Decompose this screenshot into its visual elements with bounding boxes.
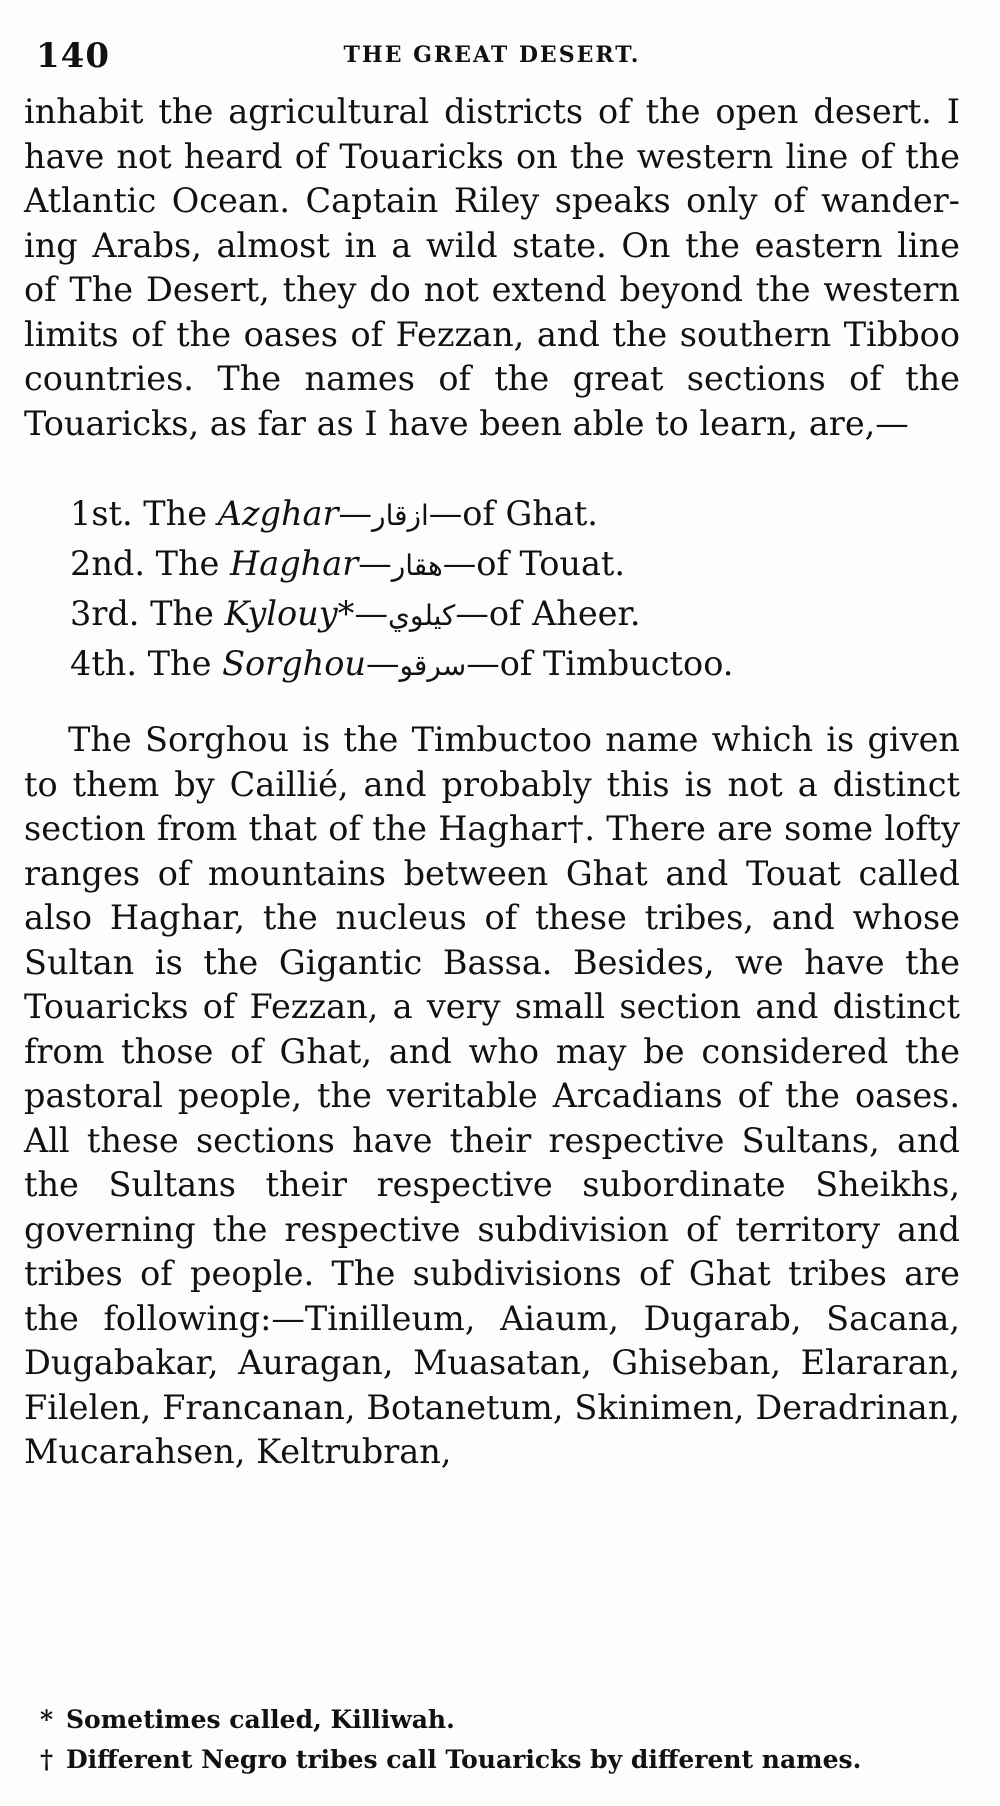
footnotes [40, 1700, 960, 1780]
section-location: of Ghat. [462, 494, 598, 533]
section-dash: — [365, 644, 400, 683]
section-article: The [147, 644, 212, 683]
footnote-mark: * [40, 1705, 54, 1734]
section-article: The [155, 544, 220, 583]
section-article: The [150, 594, 214, 633]
footnote-text: Different Negro tribes call Touaricks by different names. [66, 1745, 862, 1774]
list-item [70, 590, 960, 640]
section-arabic-name: هقار [391, 549, 443, 582]
section-ordinal: 4th. [70, 644, 137, 683]
section-dash: — [358, 544, 392, 583]
section-ordinal: 3rd. [70, 594, 140, 633]
section-name: Sorghou [222, 644, 366, 683]
list-item [70, 540, 960, 590]
main-text [24, 90, 960, 1475]
page-number: 140 [36, 36, 110, 76]
section-arabic-name: كيلوي [387, 599, 456, 632]
section-ordinal: 2nd. [70, 544, 145, 583]
section-ordinal: 1st. [70, 494, 133, 533]
paragraph-1: inhabit the agricultural districts of the open desert. I have not heard of Touaricks on the western line of the Atlantic Ocean. Captain Riley speaks only of wandering Arabs, almost in a wild state. On the eastern line of The Desert, they do not extend beyond the western limits of the oases of Fezzan, and the southern Tibboo countries. The names of the great sections of the Touaricks, as far as I have been able to learn, are,— [24, 92, 960, 443]
section-location: of Timbuctoo. [499, 644, 734, 683]
section-name: Haghar [230, 544, 359, 583]
section-article: The [143, 494, 208, 533]
section-dash: — [466, 644, 500, 683]
section-dash: — [442, 544, 477, 583]
paragraph-2: The Sorghou is the Timbuctoo name which is given to them by Caillié, and probably this is not a distinct section from that of the Haghar†. There are some lofty ranges of mountains between Ghat and Touat called also Haghar, the nucleus of these tribes, and whose Sultan is the Gigantic Bassa. Besides, we have the Touaricks of Fezzan, a very small section and distinct from those of Ghat, and who may be considered the pastoral people, the veritable Arcadians of the oases. All these sections have their respective Sultans, and the Sultans their respective subordinate Sheikhs, governing the respective subdivision of territory and tribes of people. The subdivisions of Ghat tribes are the following:—Tinilleum, Aiaum, Dugarab, Sacana, Dugabakar, Auragan, Muasatan, Ghiseban, Elararan, Filelen, Francanan, Botanetum, Skinimen, Deradrinan, Mucarahsen, Keltrubran, [24, 720, 960, 1471]
footnote-text: Sometimes called, Killiwah. [66, 1705, 455, 1734]
touarick-sections-list [24, 490, 960, 690]
section-dash: — [354, 594, 388, 633]
footnote [40, 1740, 960, 1780]
list-item [70, 640, 960, 690]
section-location: of Aheer. [488, 594, 641, 633]
section-location: of Touat. [476, 544, 626, 583]
section-name: Azghar [217, 494, 339, 533]
section-arabic-name: سرقو [399, 649, 467, 682]
footnote [40, 1700, 960, 1740]
running-head [24, 28, 960, 80]
running-head-title: THE GREAT DESERT. [343, 42, 641, 68]
section-dash: — [455, 594, 489, 633]
list-item [70, 490, 960, 540]
section-dash: — [428, 494, 463, 533]
footnote-mark: † [40, 1745, 54, 1774]
section-arabic-name: ازقار [372, 499, 429, 532]
section-dash: — [338, 494, 373, 533]
section-name: Kylouy* [224, 594, 355, 633]
